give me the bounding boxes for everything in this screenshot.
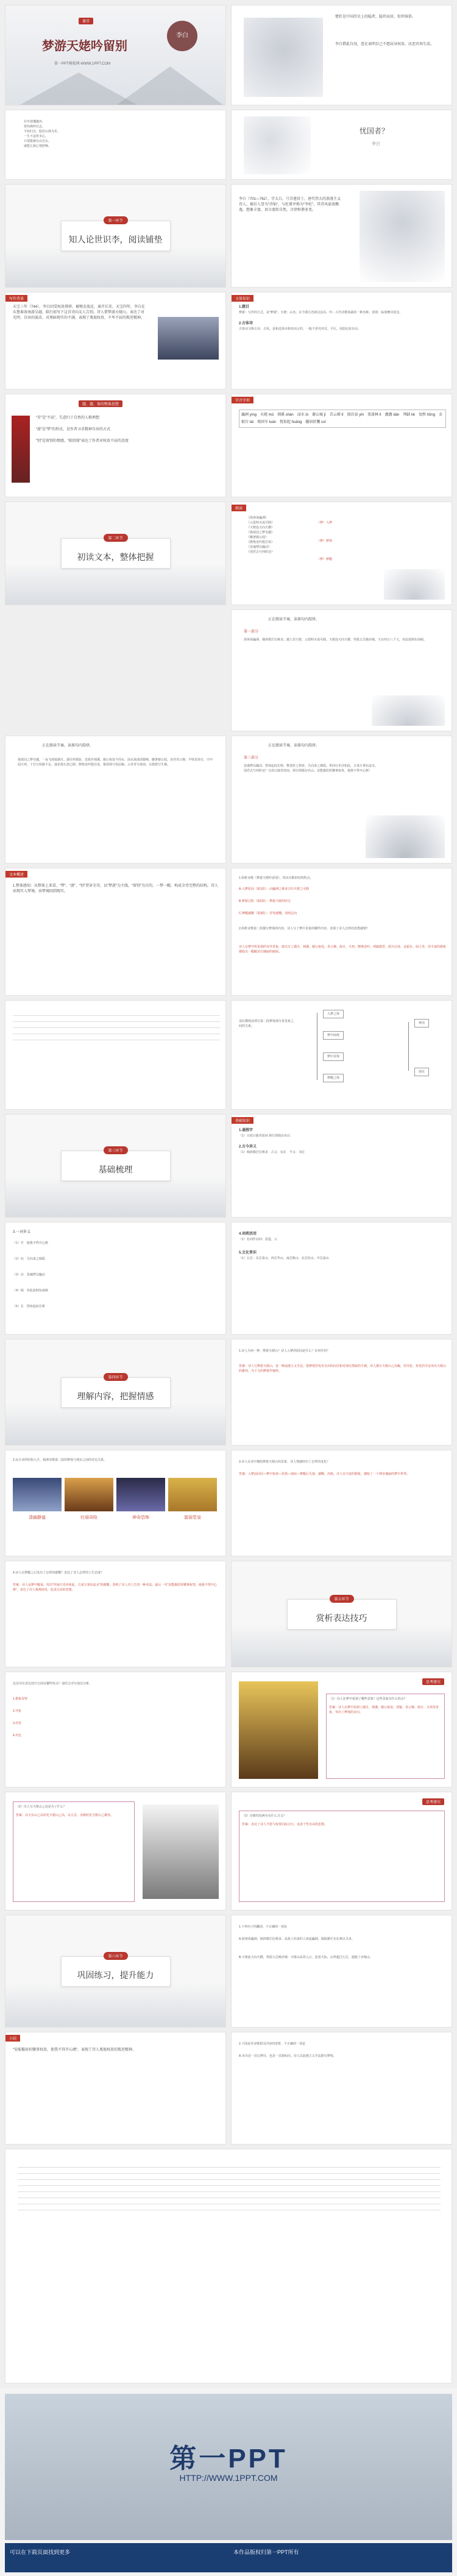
s9-point: “别”是留别的情感，“临别留”表达了作者对权贵不屈的态度 bbox=[36, 439, 129, 443]
section-number: 第三环节 bbox=[103, 1146, 127, 1154]
row-4 bbox=[5, 292, 452, 389]
diagram-node: 入梦之境 bbox=[323, 1010, 344, 1018]
scene-label: 壮丽奇险 bbox=[80, 1516, 97, 1520]
s17-a: A.入梦原因（第1段）：由瀛洲之难求引出天姥之可睹 bbox=[239, 887, 310, 891]
section-4 bbox=[5, 1339, 226, 1446]
s31-answer: 答案：诗人在梦中看到了湖月、剡溪、谢公宿处、清猿、青云梯、海日、天鸡等景象，突出了梦境的奇幻。 bbox=[329, 1706, 439, 1714]
section-5 bbox=[231, 1561, 452, 1667]
stage-label: （梦）入梦 bbox=[317, 521, 333, 525]
slide-7 bbox=[5, 292, 226, 389]
section-6 bbox=[5, 1915, 226, 2028]
slide-8 bbox=[231, 292, 452, 389]
slide-10 bbox=[231, 394, 452, 497]
list-item: 3.衬托 bbox=[13, 1722, 22, 1725]
section-box bbox=[61, 1377, 171, 1408]
slide-9 bbox=[5, 394, 226, 497]
s32-text: （2）诗人写天姥山之高是为了什么？ bbox=[16, 1805, 66, 1809]
mountain-image bbox=[384, 569, 445, 600]
s27-question: 3.诗人在诗中描绘梦游天姥山的景象，诗人情感经历了怎样的变化？ bbox=[239, 1460, 330, 1464]
section-title: 基础梳理 bbox=[98, 1165, 133, 1174]
slide-16 bbox=[5, 868, 226, 996]
row-11 bbox=[5, 1114, 452, 1218]
s28-answer: 答案：诗人从梦中醒来，发出“世间行乐亦如此，古来万事东流水”的感慨，表明了诗人对人生的一种看法。最后一句“安能摧眉折腰事权贵，使我不得开心颜”，表达了诗人蔑视权贵、追求自由的思想。 bbox=[13, 1583, 218, 1592]
scene-photo bbox=[13, 1478, 62, 1511]
s28-question: 4.诗人在梦醒之后发出了怎样的感慨？表达了诗人怎样的人生态度？ bbox=[13, 1571, 104, 1575]
section-box bbox=[61, 1956, 171, 1987]
s7-text: 天宝三年（744），李白因受权贵排挤，被赐金放还，离开长安。天宝四年，李白在东鲁准备南游吴越，临行前写下这首诗向友人告别。诗人借梦游天姥山，表达了对光明、自由的渴求，对黑暗现实的不满，表现了蔑视权贵、不卑不屈的叛逆精神。 bbox=[13, 305, 146, 320]
slide-30 bbox=[5, 1672, 226, 1787]
s32-answer: 答案：以天台山之高衬托天姥山之高，以五岳、赤城衬托天姥山之雄伟。 bbox=[16, 1814, 114, 1817]
section-number: 第五环节 bbox=[329, 1595, 353, 1603]
slide-14 bbox=[5, 736, 226, 864]
cover-site: 第一PPT模板网-WWW.1PPT.COM bbox=[54, 62, 110, 66]
section-box bbox=[61, 221, 171, 251]
slide-15 bbox=[231, 736, 452, 864]
list-item: 2.夸张 bbox=[13, 1709, 22, 1713]
slide-13 bbox=[231, 609, 452, 731]
s31-tag: 思考探究 bbox=[422, 1678, 444, 1685]
s23-t1: （1）名词作动词：雷霆、云 bbox=[239, 1238, 277, 1241]
slide-17 bbox=[231, 868, 452, 996]
row-17 bbox=[5, 1792, 452, 1911]
s19-question: 请在横线处填写第二段梦境部分各景象之间的关系。 bbox=[239, 1020, 294, 1028]
s25-answer: 答案：诗人写梦游天姥山，是一种浪漫主义手法，借梦境抒发对自由的向往和对现实黑暗的不满。诗人描写天姥山之高峻，用夸张、衬托的手法突出天姥山的雄伟，为下文的梦游作铺垫。 bbox=[239, 1364, 447, 1373]
s3-poem bbox=[24, 119, 146, 149]
section-title: 巩固练习，提升能力 bbox=[77, 1970, 154, 1980]
row-13 bbox=[5, 1339, 452, 1446]
faint-lines bbox=[13, 1010, 220, 1046]
s14-text: 我欲因之梦吴越，一夜飞度镜湖月。湖月照我影，送我至剡溪。谢公宿处今尚在，渌水荡漾清猿啼。脚著谢公屐，身登青云梯。半壁见海日，空中闻天鸡。千岩万转路不定，迷花倚石忽已暝。熊咆龙吟殷岩泉，栗深林兮惊层巅。云青青兮欲雨，水澹澹兮生烟。 bbox=[18, 758, 213, 767]
s36-text: “安能摧眉折腰事权贵，使我不得开心颜”，表现了诗人蔑视权贵的叛逆精神。 bbox=[13, 2048, 136, 2052]
slide-37 bbox=[231, 2032, 452, 2145]
s18-text: 2.简析诗歌第二段描写梦境的内容，诗人写了梦中景象的哪些内容，表现了诗人怎样的思想感情？ bbox=[239, 927, 370, 931]
scene-label: 清幽静谧 bbox=[29, 1516, 46, 1520]
s16-tag: 文本概述 bbox=[5, 871, 27, 878]
note-box bbox=[239, 1811, 445, 1902]
section-number: 第一环节 bbox=[103, 216, 127, 224]
slide-27 bbox=[231, 1450, 452, 1556]
stage-label: （梦）梦境 bbox=[317, 539, 333, 543]
row-3 bbox=[5, 184, 452, 288]
section-title: 赏析表达技巧 bbox=[316, 1613, 367, 1623]
row-20 bbox=[5, 2149, 452, 2383]
poem-line: 曾经满怀壮志， bbox=[24, 125, 46, 129]
s35-option-a: A.海客谈瀛洲，烟涛微茫信难求：从海上回来的人谈起瀛洲，烟波渺茫实在难以寻求。 bbox=[239, 1937, 355, 1941]
s12-tag: 朗读 bbox=[232, 505, 246, 511]
s17-b: B.梦游过程（第2段）：梦游天姥的经过 bbox=[239, 899, 291, 903]
s4-title: 忧国者？ bbox=[360, 127, 389, 135]
slide-33 bbox=[231, 1792, 452, 1911]
mist-decor bbox=[5, 246, 225, 287]
row-10 bbox=[5, 1000, 452, 1110]
row-1 bbox=[5, 5, 452, 105]
painting-image bbox=[239, 1681, 318, 1779]
mountain-shape bbox=[115, 66, 225, 105]
slide-19 bbox=[231, 1000, 452, 1110]
list-item: 《忽魂悸以魄动》 bbox=[247, 545, 272, 549]
stage-label: （梦）梦醒 bbox=[317, 558, 333, 561]
section-title: 初读文本，整体把握 bbox=[77, 552, 154, 562]
s37-question: 2.下面是对诗歌相关内容的赏析，不正确的一项是 bbox=[239, 2042, 306, 2046]
footer-logo: 第一PPT bbox=[169, 2444, 288, 2474]
ink-painting bbox=[244, 18, 323, 97]
s30-question: 这首诗在表达技巧方面有哪些特点？请结合诗句加以分析。 bbox=[13, 1682, 93, 1686]
list-item: 《我欲因之梦吴越》 bbox=[247, 531, 275, 534]
s13-title: 正在朗读节奏，读准句内韵律。 bbox=[268, 618, 320, 622]
row-9 bbox=[5, 868, 452, 996]
section-title: 知人论世识李，阅读铺垫 bbox=[68, 235, 163, 244]
poem-line: 壮年即遭抛弃， bbox=[24, 120, 46, 124]
s8-t2: 古体诗又称古诗、古风，是和近体诗相对而言的，一般不讲究对仗、平仄，用韵比较自由。 bbox=[239, 327, 361, 331]
s9-title: 题、题、体的整体思想 bbox=[79, 400, 122, 407]
slide-6 bbox=[231, 184, 452, 288]
s33-text: （3）诗歌结尾两句有什么含义？ bbox=[242, 1814, 286, 1818]
section-box bbox=[61, 538, 171, 569]
s25-question: 1.诗人为何一梦，梦游天姥山？诗人入梦的原因是什么？有何作用？ bbox=[239, 1349, 330, 1353]
s9-point: “游”是“梦”的形式，是作者寻求精神自由的方式 bbox=[36, 428, 110, 431]
footer-logo-area bbox=[5, 2394, 452, 2540]
cover-badge: 课堂 bbox=[79, 18, 93, 24]
row-2 bbox=[5, 110, 452, 180]
list-item: 《云霓明灭或可睹》 bbox=[247, 521, 275, 525]
slide-28 bbox=[5, 1561, 226, 1667]
s23-t2: （1）五岳：东岳泰山、西岳华山、南岳衡山、北岳恒山、中岳嵩山 bbox=[239, 1257, 329, 1260]
row-14 bbox=[5, 1450, 452, 1556]
s26-question: 2.从全诗的结构入手，梳理诗歌第二段的梦境与现实之间的对比关系。 bbox=[13, 1458, 107, 1462]
list-item: 《熊咆龙吟殷岩泉》 bbox=[247, 541, 275, 544]
slide-blank bbox=[5, 2149, 452, 2383]
section-box bbox=[287, 1599, 397, 1630]
row-6 bbox=[5, 502, 452, 605]
mountain-image bbox=[366, 815, 445, 858]
cover-title: 梦游天姥吟留别 bbox=[42, 40, 127, 53]
s2-sub: 李白借此自况，意在表明自己不愿屈身权贵，厌恶官场生活。 bbox=[335, 43, 434, 46]
s37-option-a: A.本诗是一首记梦诗，也是一首游仙诗。诗人以浪漫主义手法描写梦境。 bbox=[239, 2054, 336, 2058]
row-12 bbox=[5, 1222, 452, 1335]
s33-tag: 思考探究 bbox=[422, 1798, 444, 1805]
slide-21 bbox=[231, 1114, 452, 1218]
s33-answer: 答案：表达了诗人不愿与权贵同流合污，追求个性自由的思想。 bbox=[242, 1823, 328, 1826]
poem-line: 只要能够自由自在， bbox=[24, 140, 52, 143]
row-16 bbox=[5, 1672, 452, 1787]
section-number: 第六环节 bbox=[103, 1952, 127, 1960]
row-5 bbox=[5, 394, 452, 497]
s27-answer: 答案：入梦前向往—梦中惊喜—恐惧—惊叹—梦醒后失落、感慨、决绝。诗人以丰富的想象，描绘了一个神奇瑰丽的梦中世界。 bbox=[239, 1472, 410, 1476]
s7-tag: 写作背景 bbox=[5, 295, 27, 302]
scene-label: 神奇恐怖 bbox=[132, 1516, 149, 1520]
note-box bbox=[326, 1694, 445, 1779]
s18-answer: 诗人在梦中所见到的奇异景象，依次写了湖月、剡溪、谢公宿处、青云梯、海日、天鸡、熊咆龙吟、列缺霹雳、洞天石扉、金银台、仙人等，用丰富的想象描绘出一幅幅奇幻瑰丽的画面。 bbox=[239, 945, 447, 954]
note-box bbox=[13, 1801, 135, 1902]
footer-bar bbox=[5, 2543, 452, 2572]
s35-question: 1.下列句子的翻译，不正确的一项是 bbox=[239, 1925, 288, 1929]
s17-text: 1.简析诗歌《梦游天姥吟留别》，找出诗歌的结构特点。 bbox=[239, 876, 313, 880]
s13-heading: 第一部分 bbox=[244, 630, 259, 634]
slide-35 bbox=[231, 1915, 452, 2028]
s13-text: 海客谈瀛洲，烟涛微茫信难求；越人语天姥，云霞明灭或可睹。天姥连天向天横，势拔五岳掩赤城。天台四万八千丈，对此欲倒东南倾。 bbox=[244, 638, 427, 642]
s10-tag: 字音字形 bbox=[232, 397, 253, 403]
diagram-node: 梦醒之境 bbox=[323, 1074, 344, 1082]
pinyin-table bbox=[239, 410, 446, 428]
list-item: 《别君去兮何时还》 bbox=[247, 550, 275, 554]
s14-title: 正在朗读节奏，读准句内韵律。 bbox=[42, 744, 94, 748]
s21-h2: 2.古今异义 bbox=[239, 1145, 257, 1149]
slide-18 bbox=[5, 1000, 226, 1110]
slide-26 bbox=[5, 1450, 226, 1556]
s21-t2: （1）烟涛微茫信难求 古义：实在 今义：书信 bbox=[239, 1151, 305, 1154]
section-title: 理解内容，把握情感 bbox=[77, 1391, 154, 1401]
slide-36 bbox=[5, 2032, 226, 2145]
poem-line: 就能让我心情舒畅。 bbox=[24, 144, 52, 148]
s2-text: 楚狂是中国历史上的隐者，隐世而居，惊世骇俗。 bbox=[335, 15, 416, 19]
slide-cover bbox=[5, 5, 226, 105]
footer-right-text: 本作品版权归第一PPT所有 bbox=[233, 2549, 299, 2555]
list-item: （2）向 失向来之烟霞 bbox=[13, 1257, 45, 1261]
portrait-strip bbox=[12, 416, 30, 483]
mist-decor bbox=[232, 1625, 452, 1667]
list-item: 4.对比 bbox=[13, 1734, 22, 1737]
cover-seal: 李白 bbox=[167, 21, 197, 51]
s23-h2: 5.文化常识 bbox=[239, 1251, 257, 1255]
s4-sub: 李白 bbox=[372, 142, 380, 146]
mist-decor bbox=[5, 1403, 225, 1445]
diagram-brace bbox=[408, 1022, 409, 1071]
slide-3 bbox=[5, 110, 226, 180]
s36-tag: 小结 bbox=[5, 2035, 20, 2042]
s21-tag: 基础知识 bbox=[232, 1117, 253, 1124]
diagram-node: 梦中奇境 bbox=[323, 1052, 344, 1061]
list-item: （4）倾 对此欲倒东南倾 bbox=[13, 1289, 48, 1293]
diagram-node: 神话 bbox=[414, 1019, 429, 1027]
s16-text: 1.整体感知：从整体上来看，“梦”、“游”、“别”贯穿全诗，以“梦游”为主线，“留别”为目的，一梦一醒，构成全诗完整的结构，诗人由现实入梦境，由梦境回到现实。 bbox=[13, 884, 218, 893]
portrait-image bbox=[244, 116, 311, 174]
slide-13-wrapper bbox=[5, 609, 226, 731]
row-18 bbox=[5, 1915, 452, 2028]
s22-heading: 3.一词多义 bbox=[13, 1230, 31, 1234]
slide-4 bbox=[231, 110, 452, 180]
s8-t1: 梦游：写作的方式，是“梦游”。天姥：山名，在今浙江省新昌县东。吟：古代诗歌体裁的一种名称。留别：临别赠诗留念。 bbox=[239, 311, 403, 314]
scene-photo bbox=[168, 1478, 217, 1511]
row-19 bbox=[5, 2032, 452, 2145]
section-3 bbox=[5, 1114, 226, 1218]
mist-decor bbox=[5, 1176, 225, 1217]
slide-25 bbox=[231, 1339, 452, 1446]
scene-photo bbox=[65, 1478, 113, 1511]
list-item: 1.想象奇特 bbox=[13, 1697, 28, 1701]
section-2 bbox=[5, 502, 226, 605]
poem-line: 不如归去，隐居山林为乐， bbox=[24, 130, 61, 133]
section-number: 第四环节 bbox=[103, 1373, 127, 1381]
s15-heading: 第三部分 bbox=[244, 756, 259, 760]
diagram-node: 梦中仙境 bbox=[323, 1031, 344, 1040]
s23-h1: 4.词类活用 bbox=[239, 1232, 257, 1236]
poet-portrait bbox=[360, 191, 445, 282]
slide-32 bbox=[5, 1792, 226, 1911]
s35-option-b: B.天姥连天向天横，势拔五岳掩赤城：天姥山高耸入云，连着天际，山势超过五岳，遮掩了赤城山。 bbox=[239, 1956, 373, 1959]
s21-t1: （1）且放白鹿青崖间 须行即骑访名山 bbox=[239, 1134, 291, 1138]
s8-tag: 文体知识 bbox=[232, 295, 253, 302]
slide-22 bbox=[5, 1222, 226, 1335]
scene-label: 富丽堂皇 bbox=[184, 1516, 201, 1520]
s8-h1: 1.题目 bbox=[239, 305, 250, 309]
section-1 bbox=[5, 184, 226, 288]
s21-h1: 1.通假字 bbox=[239, 1129, 253, 1132]
faint-lines bbox=[18, 2162, 441, 2216]
slide-12 bbox=[231, 502, 452, 605]
s6-text: 李白（701—762），字太白，号青莲居士，唐代伟大的浪漫主义诗人，被后人誉为“诗仙”，与杜甫并称为“李杜”。其诗风豪放飘逸，想象丰富，语言流转自然，音律和谐多变。 bbox=[239, 197, 341, 212]
mist-decor bbox=[5, 564, 225, 605]
slide-31 bbox=[231, 1672, 452, 1787]
table-cell: 瀛洲 yíng 天姥 mǔ 剡溪 shàn 渌水 lù 谢公屐 jī 青云梯 tī 殷岩泉 yǐn 栗深林 lì 澹澹 dàn 列缺 liè 訇然 hōng 金银台 tái 鸾回车 luán 恍惊起 huǎng 摧眉折腰 cuī bbox=[239, 410, 446, 428]
mountain-image bbox=[372, 695, 445, 726]
s9-point: “苦”是“不屈”，失意归于自然的人格理想 bbox=[36, 416, 99, 420]
list-item: （1）开 使我不得开心颜 bbox=[13, 1241, 48, 1245]
slide-2 bbox=[231, 5, 452, 105]
scene-photo bbox=[116, 1478, 165, 1511]
row-7 bbox=[5, 609, 452, 731]
row-8 bbox=[5, 736, 452, 864]
footer-left-text: 可以在下载页面找到更多 bbox=[10, 2549, 71, 2555]
list-item: （5）长 恍惊起而长嗟 bbox=[13, 1305, 45, 1308]
row-15 bbox=[5, 1561, 452, 1667]
footer-url[interactable]: HTTP://WWW.1PPT.COM bbox=[179, 2473, 278, 2483]
s8-h2: 2.古体诗 bbox=[239, 322, 253, 325]
list-item: 《天姥连天向天横》 bbox=[247, 526, 275, 530]
list-item: （3）动 忽魂悸以魄动 bbox=[13, 1273, 45, 1277]
section-box bbox=[61, 1151, 171, 1181]
s17-c: C.梦醒感慨（第3段）：抒发感慨，表明志向 bbox=[239, 912, 297, 915]
list-item: 《海客谈瀛洲》 bbox=[247, 516, 269, 520]
ink-landscape bbox=[143, 1804, 219, 1899]
poem-line: 一生不违背本心， bbox=[24, 135, 49, 138]
list-item: 《脚著谢公屐》 bbox=[247, 536, 269, 539]
footer bbox=[0, 2388, 457, 2576]
s15-text: 忽魂悸以魄动，恍惊起而长嗟。惟觉时之枕席，失向来之烟霞。世间行乐亦如此，古来万事东流水。别君去兮何时还？且放白鹿青崖间，须行即骑访名山。安能摧眉折腰事权贵，使我不得开心颜！ bbox=[244, 764, 378, 773]
landscape-photo bbox=[158, 317, 219, 360]
diagram-node: 现实 bbox=[414, 1068, 429, 1076]
section-number: 第二环节 bbox=[103, 534, 127, 542]
slide-23 bbox=[231, 1222, 452, 1335]
mist-decor bbox=[5, 1982, 225, 2027]
s15-title: 正在朗读节奏，读准句内韵律。 bbox=[268, 744, 320, 748]
s31-text: （1）诗人在梦中看到了哪些景象？这些景象有什么特点？ bbox=[329, 1697, 407, 1701]
